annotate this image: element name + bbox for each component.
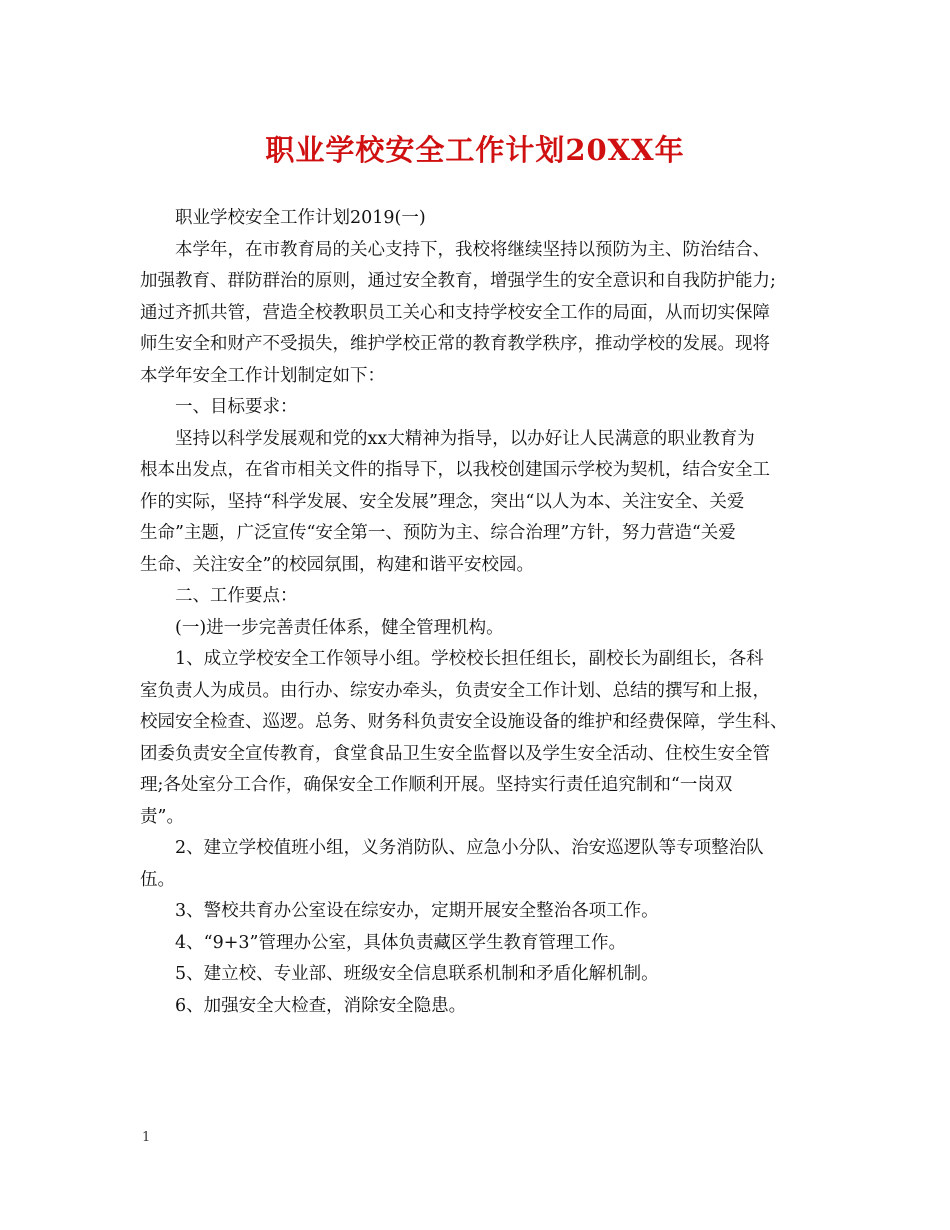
- body-line: 6、加强安全大检查，消除安全隐患。: [175, 995, 467, 1016]
- body-line: 理;各处室分工合作，确保安全工作顺利开展。坚持实行责任追究制和“一岗双: [140, 775, 733, 795]
- body-line: 通过齐抓共管，营造全校教职员工关心和支持学校安全工作的局面，从而切实保障: [140, 302, 770, 323]
- body-line: 坚持以科学发展观和党的xx大精神为指导，以办好让人民满意的职业教育为: [175, 428, 755, 449]
- body-line: 作的实际，坚持“科学发展、安全发展”理念，突出“以人为本、关注安全、关爱: [140, 491, 745, 512]
- body-line: 5、建立校、专业部、班级安全信息联系机制和矛盾化解机制。: [175, 964, 659, 984]
- body-line: 团委负责安全宣传教育，食堂食品卫生安全监督以及学生安全活动、住校生安全管: [140, 743, 770, 764]
- body-line: 3、警校共育办公室设在综安办，定期开展安全整治各项工作。: [175, 901, 659, 921]
- body-line: 根本出发点，在省市相关文件的指导下，以我校创建国示学校为契机，结合安全工: [140, 460, 770, 480]
- document-body: [140, 203, 830, 1022]
- body-line: 生命、关注安全”的校园氛围，构建和谐平安校园。: [140, 554, 534, 575]
- body-line: 生命”主题，广泛宣传“安全第一、预防为主、综合治理”方针，努力营造“关爱: [140, 523, 736, 543]
- body-line: 2、建立学校值班小组，义务消防队、应急小分队、治安巡逻队等专项整治队: [175, 838, 764, 858]
- body-line: 二、工作要点：: [175, 586, 298, 606]
- body-line: 责”。: [140, 806, 184, 827]
- body-line: 4、“9+3”管理办公室，具体负责藏区学生教育管理工作。: [175, 932, 626, 953]
- body-line: 校园安全检查、巡逻。总务、财务科负责安全设施设备的维护和经费保障，学生科、: [140, 712, 788, 732]
- body-line: 本学年，在市教育局的关心支持下，我校将继续坚持以预防为主、防治结合、: [175, 239, 770, 260]
- body-line: 1、成立学校安全工作领导小组。学校校长担任组长，副校长为副组长，各科: [175, 649, 764, 669]
- body-line: 职业学校安全工作计划2019(一): [175, 208, 426, 228]
- body-line: 室负责人为成员。由行办、综安办牵头，负责安全工作计划、总结的撰写和上报，: [140, 680, 770, 701]
- body-line: 一、目标要求：: [175, 397, 298, 417]
- document-title: 职业学校安全工作计划20XX年: [265, 133, 685, 167]
- body-line: 师生安全和财产不受损失，维护学校正常的教育教学秩序，推动学校的发展。现将: [140, 334, 770, 354]
- body-line: 伍。: [140, 869, 175, 890]
- body-line: 本学年安全工作计划制定如下：: [140, 365, 385, 386]
- page-number: 1: [142, 1130, 151, 1145]
- body-line: (一)进一步完善责任体系，健全管理机构。: [175, 617, 504, 638]
- body-line: 加强教育、群防群治的原则，通过安全教育，增强学生的安全意识和自我防护能力;: [140, 271, 776, 291]
